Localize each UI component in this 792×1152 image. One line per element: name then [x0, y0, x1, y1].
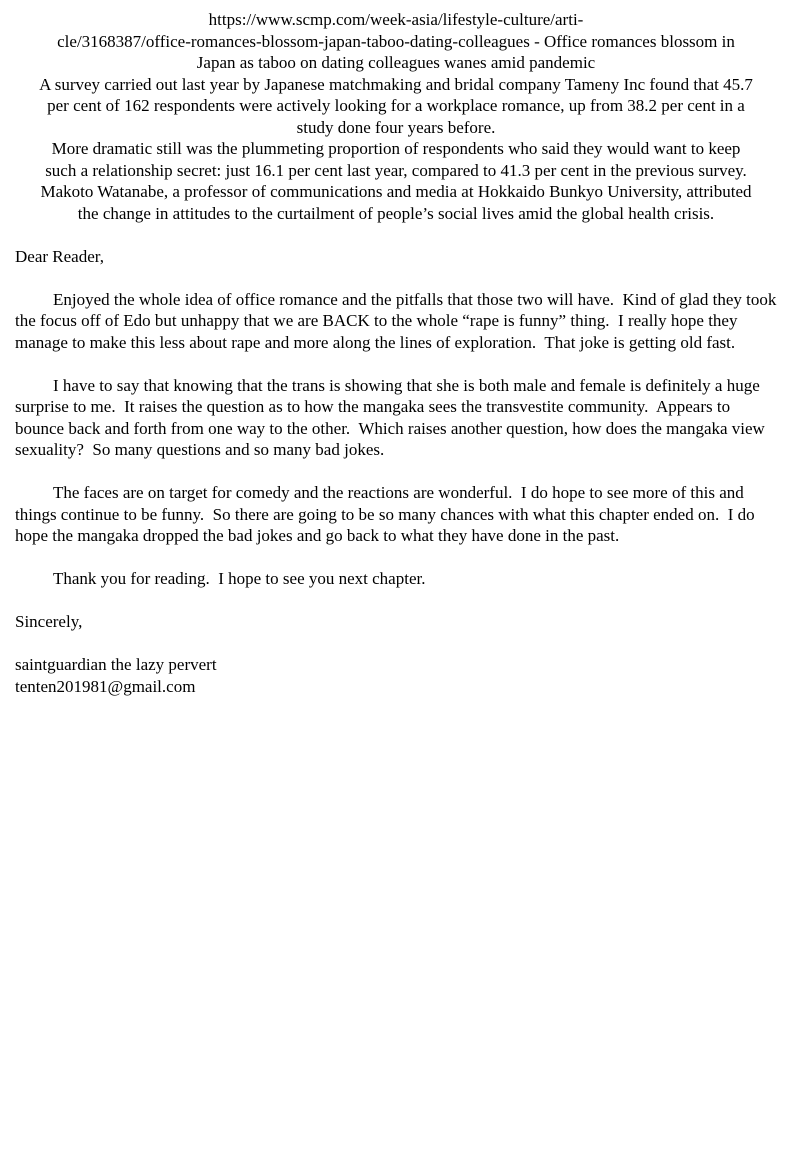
- article-excerpt-line-2: per cent of 162 respondents were actively looking for a workplace romance, up from 38.2 per cent in a: [47, 96, 745, 115]
- signature-block: [15, 654, 777, 697]
- letter-body: [15, 246, 781, 698]
- letter-paragraph-3: The faces are on target for comedy and the reactions are wonderful. I do hope to see more of this and things continue to be funny. So there are going to be so many chances with what this chapter ended on. I do hope the mangaka dropped the bad jokes and go back to what they have done in the past.: [15, 483, 759, 545]
- closing: Sincerely,: [15, 612, 83, 631]
- article-url-line-1: https://www.scmp.com/week-asia/lifestyle-culture/arti-: [208, 10, 584, 29]
- letter-paragraph-thanks: Thank you for reading. I hope to see you next chapter.: [53, 569, 426, 588]
- signature-name: saintguardian the lazy pervert: [15, 655, 217, 674]
- article-excerpt-line-1: A survey carried out last year by Japanese matchmaking and bridal company Tameny Inc found that 45.7: [39, 74, 753, 94]
- article-title-line: Japan as taboo on dating colleagues wanes amid pandemic: [196, 53, 596, 72]
- article-reference-block: [15, 9, 777, 224]
- letter-paragraph-1: Enjoyed the whole idea of office romance and the pitfalls that those two will have. Kind of glad they took the focus off of Edo but unhappy that we are BACK to the whole “rape is funny” thing. I really hope they manage to make this less about rape and more along the lines of exploration. That joke is getting old fast.: [15, 289, 781, 352]
- article-excerpt-line-5: such a relationship secret: just 16.1 per cent last year, compared to 41.3 per cent in the previous survey.: [45, 160, 747, 180]
- letter-paragraph-2: I have to say that knowing that the trans is showing that she is both male and female is definitely a huge surprise to me. It raises the question as to how the mangaka sees the transvestite community. Appears to bounce back and forth from one way to the other. Which raises another question, how does the mangaka view sexuality? So many questions and so many bad jokes.: [15, 375, 770, 459]
- article-excerpt-line-6: Makoto Watanabe, a professor of communications and media at Hokkaido Bunkyo University, attributed: [40, 182, 752, 201]
- article-excerpt-line-4: More dramatic still was the plummeting proportion of respondents who said they would want to keep: [51, 139, 741, 158]
- signature-email: tenten201981@gmail.com: [15, 676, 196, 696]
- salutation: Dear Reader,: [15, 246, 104, 266]
- article-excerpt-line-7: the change in attitudes to the curtailment of people’s social lives amid the global health crisis.: [77, 203, 715, 223]
- article-excerpt-line-3: study done four years before.: [296, 117, 496, 137]
- article-url-line-2: cle/3168387/office-romances-blossom-japan-taboo-dating-colleagues - Office romances blossom in: [57, 31, 735, 51]
